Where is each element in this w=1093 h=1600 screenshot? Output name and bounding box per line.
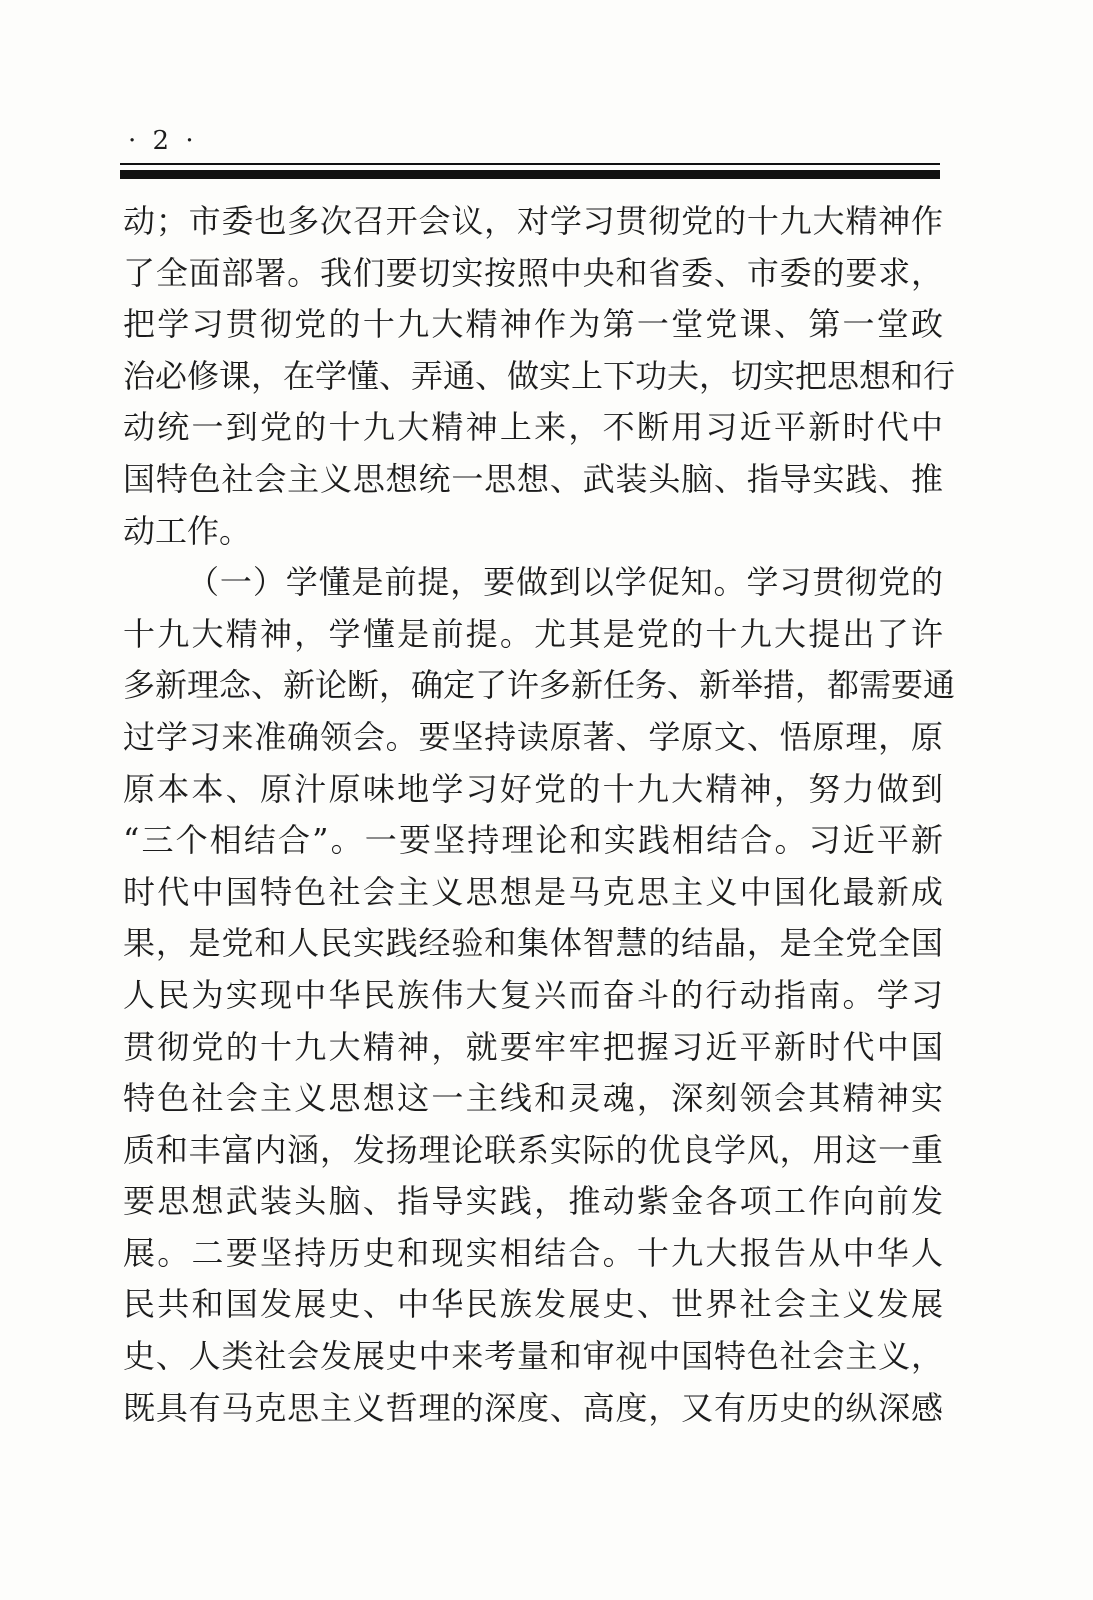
text-line: 要思想武装头脑、指导实践，推动紫金各项工作向前发	[123, 1182, 943, 1221]
text-line: 多新理念、新论断，确定了许多新任务、新举措，都需要通	[123, 666, 956, 705]
text-line: 国特色社会主义思想统一思想、武装头脑、指导实践、推	[123, 459, 943, 498]
text-line: 过学习来准确领会。要坚持读原著、学原文、悟原理，原	[123, 717, 943, 756]
text-line: 民共和国发展史、中华民族发展史、世界社会主义发展	[123, 1285, 943, 1324]
text-line: 十九大精神，学懂是前提。尤其是党的十九大提出了许	[123, 614, 943, 653]
text-line: 人民为实现中华民族伟大复兴而奋斗的行动指南。学习	[123, 975, 943, 1014]
text-line: 原本本、原汁原味地学习好党的十九大精神，努力做到	[123, 769, 943, 808]
page-number: · 2 ·	[128, 126, 198, 156]
text-line: “三个相结合”。一要坚持理论和实践相结合。习近平新	[123, 821, 943, 860]
header-rule-thick	[120, 170, 940, 179]
text-line: 贯彻党的十九大精神，就要牢牢把握习近平新时代中国	[123, 1027, 943, 1066]
text-line: 治必修课，在学懂、弄通、做实上下功夫，切实把思想和行	[123, 356, 956, 395]
text-line: 把学习贯彻党的十九大精神作为第一堂党课、第一堂政	[123, 305, 943, 344]
text-line: 展。二要坚持历史和现实相结合。十九大报告从中华人	[123, 1233, 943, 1272]
text-line: 动工作。	[123, 511, 252, 550]
text-line: 果，是党和人民实践经验和集体智慧的结晶，是全党全国	[123, 924, 943, 963]
text-line: 特色社会主义思想这一主线和灵魂，深刻领会其精神实	[123, 1079, 943, 1118]
text-line: 史、人类社会发展史中来考量和审视中国特色社会主义，	[123, 1337, 943, 1376]
section-heading-line: （一）学懂是前提，要做到以学促知。学习贯彻党的	[187, 563, 943, 602]
text-line: 既具有马克思主义哲理的深度、高度，又有历史的纵深感	[123, 1388, 943, 1427]
text-line: 了全面部署。我们要切实按照中央和省委、市委的要求，	[123, 253, 943, 292]
text-line: 动统一到党的十九大精神上来，不断用习近平新时代中	[123, 408, 943, 447]
header-rule-thin	[120, 163, 940, 165]
text-line: 质和丰富内涵，发扬理论联系实际的优良学风，用这一重	[123, 1130, 943, 1169]
text-line: 时代中国特色社会主义思想是马克思主义中国化最新成	[123, 872, 943, 911]
text-line: 动；市委也多次召开会议，对学习贯彻党的十九大精神作	[123, 202, 943, 240]
body-text	[123, 196, 956, 1434]
